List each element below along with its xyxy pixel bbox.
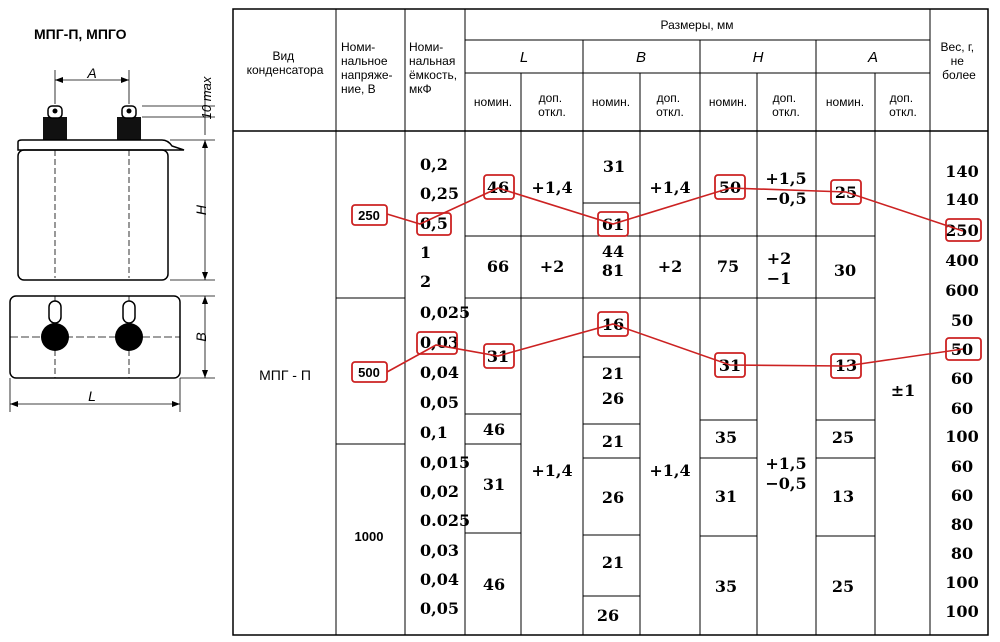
weight-value: 60 — [950, 369, 974, 388]
b-nominal-value: 26 — [601, 488, 625, 507]
b-deviation-value: +1,4 — [649, 461, 691, 480]
b-nominal-value: 21 — [601, 432, 625, 451]
top-terminal-right — [115, 301, 143, 351]
l-nominal-value: 66 — [486, 257, 510, 276]
l-nominal-value: 46 — [486, 178, 510, 197]
subheader-h-deviation — [772, 91, 800, 119]
a-nominal-value: 30 — [833, 261, 857, 280]
header-col-h: H — [752, 49, 764, 66]
a-nominal-value: 13 — [831, 487, 855, 506]
h-deviation-value: +1,5 — [765, 454, 807, 473]
header-sizes: Размеры, мм — [660, 18, 734, 32]
capacity-value: 0,2 — [420, 155, 448, 174]
header-voltage — [341, 40, 396, 96]
weight-value: 50 — [950, 340, 974, 359]
subheader-a-nominal: номин. — [825, 95, 865, 109]
header-capacity-line: ёмкость, — [409, 68, 458, 82]
h-deviation-value: −0,5 — [765, 474, 807, 493]
weight-value: 80 — [950, 544, 974, 563]
subheader-deviation-line: доп. — [772, 91, 797, 105]
header-weight-line: Вес, г, — [940, 40, 975, 54]
terminal-left — [43, 106, 67, 142]
capacity-value: 0,025 — [420, 303, 471, 322]
weight-value: 250 — [945, 221, 979, 240]
header-voltage-line: напряже- — [341, 68, 393, 82]
subheader-b-deviation — [656, 91, 684, 119]
weight-value: 100 — [945, 573, 979, 592]
capacity-value: 0,05 — [420, 599, 459, 618]
l-deviation-value: +2 — [539, 257, 565, 276]
weight-value: 50 — [950, 311, 974, 330]
l-nominal-value: 46 — [482, 575, 506, 594]
capacity-value: 0,5 — [420, 214, 448, 233]
header-voltage-line: нальное — [341, 54, 388, 68]
b-nominal-value: 26 — [601, 389, 625, 408]
drawing-title: МПГ-П, МПГО — [34, 26, 127, 42]
capacity-value: 0,04 — [420, 363, 459, 382]
subheader-l-nominal: номин. — [473, 95, 513, 109]
header-col-l: L — [519, 49, 529, 66]
subheader-b-nominal: номин. — [591, 95, 631, 109]
voltage-value: 250 — [358, 208, 380, 223]
table-cells — [355, 155, 979, 625]
capacity-value: 2 — [420, 272, 432, 291]
a-deviation-value: ±1 — [890, 381, 916, 400]
subheader-a-deviation — [889, 91, 917, 119]
h-nominal-value: 75 — [716, 257, 740, 276]
a-nominal-value: 25 — [834, 183, 858, 202]
dim-b-label: B — [193, 332, 209, 342]
top-terminal-left — [41, 301, 69, 351]
type-value: МПГ - П — [259, 367, 311, 383]
header-type — [247, 49, 324, 77]
dim-10max-label: 10 max — [199, 76, 214, 120]
subheader-l-deviation — [538, 91, 566, 119]
weight-value: 400 — [945, 251, 979, 270]
header-weight-line: не — [950, 54, 964, 68]
capacitor-side-body — [18, 140, 184, 150]
header-capacity-line: мкФ — [409, 82, 432, 96]
terminal-right — [117, 106, 141, 142]
header-col-a: A — [867, 49, 879, 66]
subheader-deviation-line: доп. — [656, 91, 681, 105]
h-deviation-value: −0,5 — [765, 189, 807, 208]
weight-value: 100 — [945, 602, 979, 621]
weight-value: 140 — [945, 190, 979, 209]
h-nominal-value: 31 — [718, 356, 742, 375]
weight-value: 60 — [950, 457, 974, 476]
subheader-deviation-line: откл. — [889, 105, 917, 119]
subheader-h-nominal: номин. — [708, 95, 748, 109]
h-deviation-value: +2 — [766, 249, 792, 268]
capacity-value: 0,02 — [420, 482, 459, 501]
weight-value: 140 — [945, 162, 979, 181]
h-nominal-value: 35 — [714, 428, 738, 447]
b-nominal-value: 61 — [601, 215, 625, 234]
capacity-value: 0,03 — [420, 541, 459, 560]
subheader-deviation-line: откл. — [772, 105, 800, 119]
weight-value: 80 — [950, 515, 974, 534]
dim-h-label: H — [193, 204, 209, 216]
b-nominal-value: 44 — [601, 242, 625, 261]
header-col-b: B — [635, 49, 647, 66]
capacity-value: 0,015 — [420, 453, 471, 472]
subheader-deviation-line: откл. — [538, 105, 566, 119]
header-type-line: конденсатора — [246, 63, 324, 77]
h-nominal-value: 35 — [714, 577, 738, 596]
header-weight-line: более — [942, 68, 976, 82]
capacity-value: 0,1 — [420, 423, 448, 442]
header-capacity-line: Номи- — [409, 40, 444, 54]
b-nominal-value: 31 — [602, 157, 626, 176]
b-nominal-value: 26 — [596, 606, 620, 625]
voltage-value: 1000 — [354, 529, 384, 544]
capacitor-side-case — [18, 150, 168, 280]
highlight-connectors — [387, 188, 963, 372]
b-nominal-value: 21 — [601, 553, 625, 572]
weight-value: 60 — [950, 486, 974, 505]
weight-value: 600 — [945, 281, 979, 300]
b-nominal-value: 21 — [601, 364, 625, 383]
header-type-line: Вид — [272, 49, 295, 63]
capacitor-drawing — [10, 26, 215, 412]
capacity-value: 0,25 — [420, 184, 459, 203]
b-deviation-value: +2 — [657, 257, 683, 276]
h-deviation-value: +1,5 — [765, 169, 807, 188]
b-nominal-value: 16 — [601, 315, 625, 334]
header-capacity — [409, 40, 460, 96]
a-nominal-value: 13 — [834, 356, 858, 375]
subheader-deviation-line: доп. — [889, 91, 914, 105]
h-deviation-value: −1 — [766, 269, 792, 288]
b-nominal-value: 81 — [601, 261, 625, 280]
h-nominal-value: 31 — [714, 487, 738, 506]
a-nominal-value: 25 — [831, 577, 855, 596]
l-nominal-value: 31 — [486, 347, 510, 366]
header-capacity-line: нальная — [409, 54, 456, 68]
l-nominal-value: 46 — [482, 420, 506, 439]
a-nominal-value: 25 — [831, 428, 855, 447]
header-voltage-line: Номи- — [341, 40, 376, 54]
header-voltage-line: ние, В — [341, 82, 376, 96]
l-deviation-value: +1,4 — [531, 461, 573, 480]
subheader-deviation-line: доп. — [538, 91, 563, 105]
capacity-value: 1 — [420, 243, 432, 262]
capacity-value: 0.025 — [420, 511, 471, 530]
dim-a-label: A — [87, 65, 97, 81]
voltage-value: 500 — [358, 365, 380, 380]
h-nominal-value: 50 — [718, 178, 742, 197]
capacity-value: 0,04 — [420, 570, 459, 589]
subheader-deviation-line: откл. — [656, 105, 684, 119]
weight-value: 100 — [945, 427, 979, 446]
weight-value: 60 — [950, 399, 974, 418]
subheader-row — [474, 91, 917, 119]
dim-l-label: L — [88, 388, 96, 404]
capacity-value: 0,03 — [420, 333, 459, 352]
header-weight — [941, 40, 978, 82]
capacity-value: 0,05 — [420, 393, 459, 412]
l-nominal-value: 31 — [482, 475, 506, 494]
l-deviation-value: +1,4 — [531, 178, 573, 197]
b-deviation-value: +1,4 — [649, 178, 691, 197]
